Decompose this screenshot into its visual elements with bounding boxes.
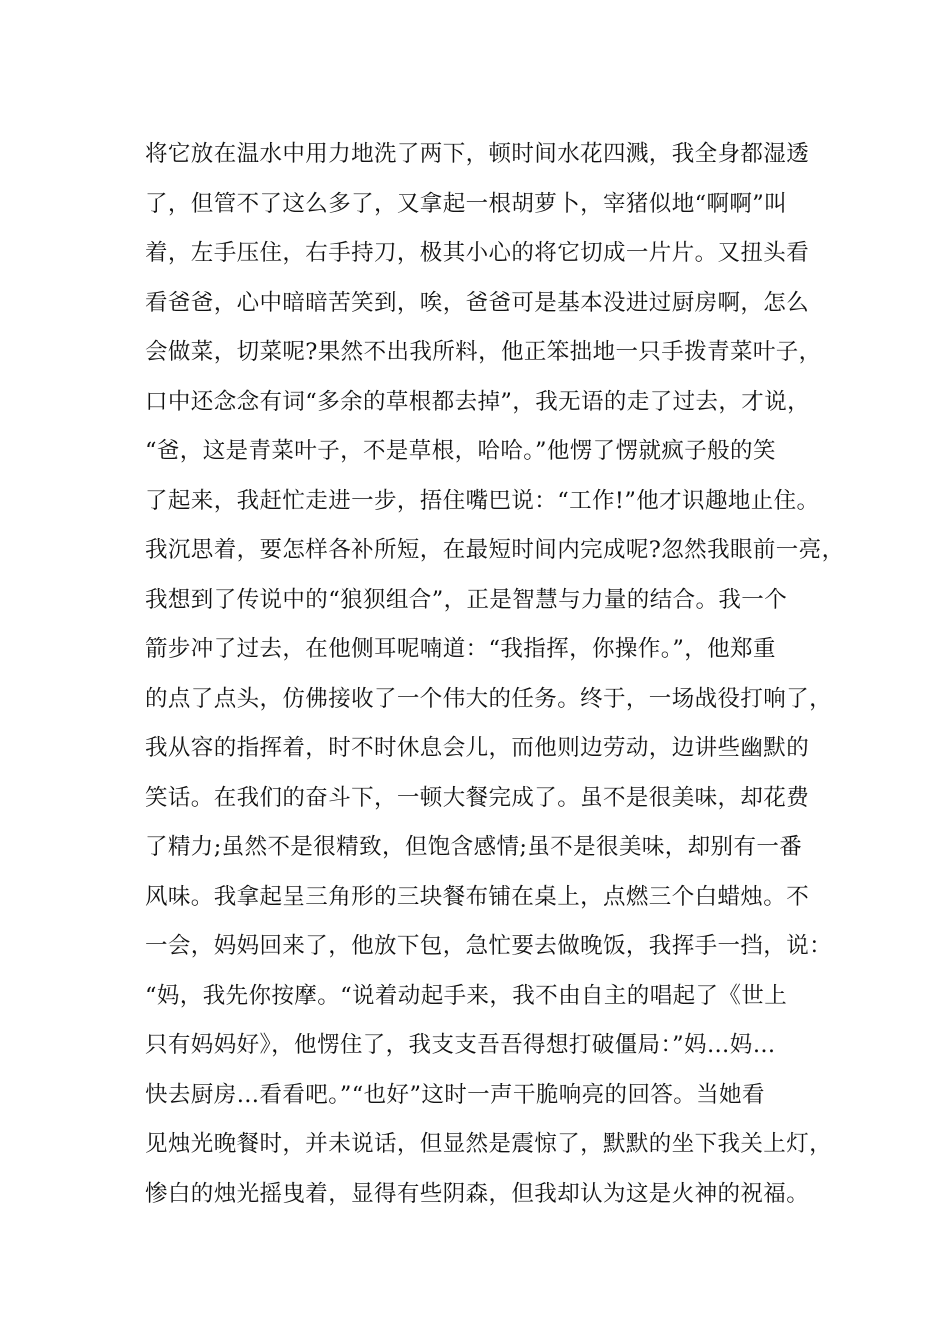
text-line: 着，左手压住，右手持刀，极其小心的将它切成一片片。又扭头看 [145,240,810,266]
text-line: 只有妈妈好》，他愣住了，我支支吾吾得想打破僵局：”妈…妈… [145,1032,776,1058]
text-line: 箭步冲了过去，在他侧耳呢喃道：“我指挥，你操作。”，他郑重 [145,636,776,662]
text-line: 快去厨房…看看吧。”“也好”这时一声干脆响亮的回答。当她看 [145,1081,765,1108]
text-line: 的点了点头，仿佛接收了一个伟大的任务。终于，一场战役打响了， [145,685,833,712]
text-line: 笑话。在我们的奋斗下，一顿大餐完成了。虽不是很美味，却花费 [145,784,810,811]
text-line: 了精力;虽然不是很精致，但饱含感情;虽不是很美味，却别有一番 [145,834,803,860]
text-line: 见烛光晚餐时，并未说话，但显然是震惊了，默默的坐下我关上灯， [145,1131,833,1157]
text-line: “爸，这是青菜叶子，不是草根，哈哈。”他愣了愣就疯子般的笑 [145,438,776,464]
text-line: 风味。我拿起呈三角形的三块餐布铺在桌上，点燃三个白蜡烛。不 [145,883,810,910]
text-line: 看爸爸，心中暗暗苦笑到，唉，爸爸可是基本没进过厨房啊，怎么 [145,289,810,316]
text-line: 了起来，我赶忙走进一步，捂住嘴巴说：“工作!”他才识趣地止住。 [145,487,820,514]
text-line: 将它放在温水中用力地洗了两下，顿时间水花四溅，我全身都湿透 [145,141,810,167]
text-line: 了，但管不了这么多了，又拿起一根胡萝卜，宰猪似地“啊啊”叫 [145,190,788,217]
body-text [145,130,845,1219]
text-line: “妈，我先你按摩。“说着动起手来，我不由自主的唱起了《世上 [145,982,788,1009]
text-line: 我从容的指挥着，时不时休息会儿，而他则边劳动，边讲些幽默的 [145,735,810,761]
text-line: 口中还念念有词“多余的草根都去掉”，我无语的走了过去，才说， [145,388,811,415]
text-line: 一会，妈妈回来了，他放下包，急忙要去做晚饭，我挥手一挡，说： [145,933,833,959]
text-line: 惨白的烛光摇曳着，显得有些阴森，但我却认为这是火神的祝福。 [145,1180,810,1207]
text-line: 我沉思着，要怎样各补所短，在最短时间内完成呢?忽然我眼前一亮， [145,537,845,563]
text-line: 会做菜，切菜呢?果然不出我所料，他正笨拙地一只手拨青菜叶子， [145,339,822,365]
text-line: 我想到了传说中的“狼狈组合”，正是智慧与力量的结合。我一个 [145,586,788,613]
